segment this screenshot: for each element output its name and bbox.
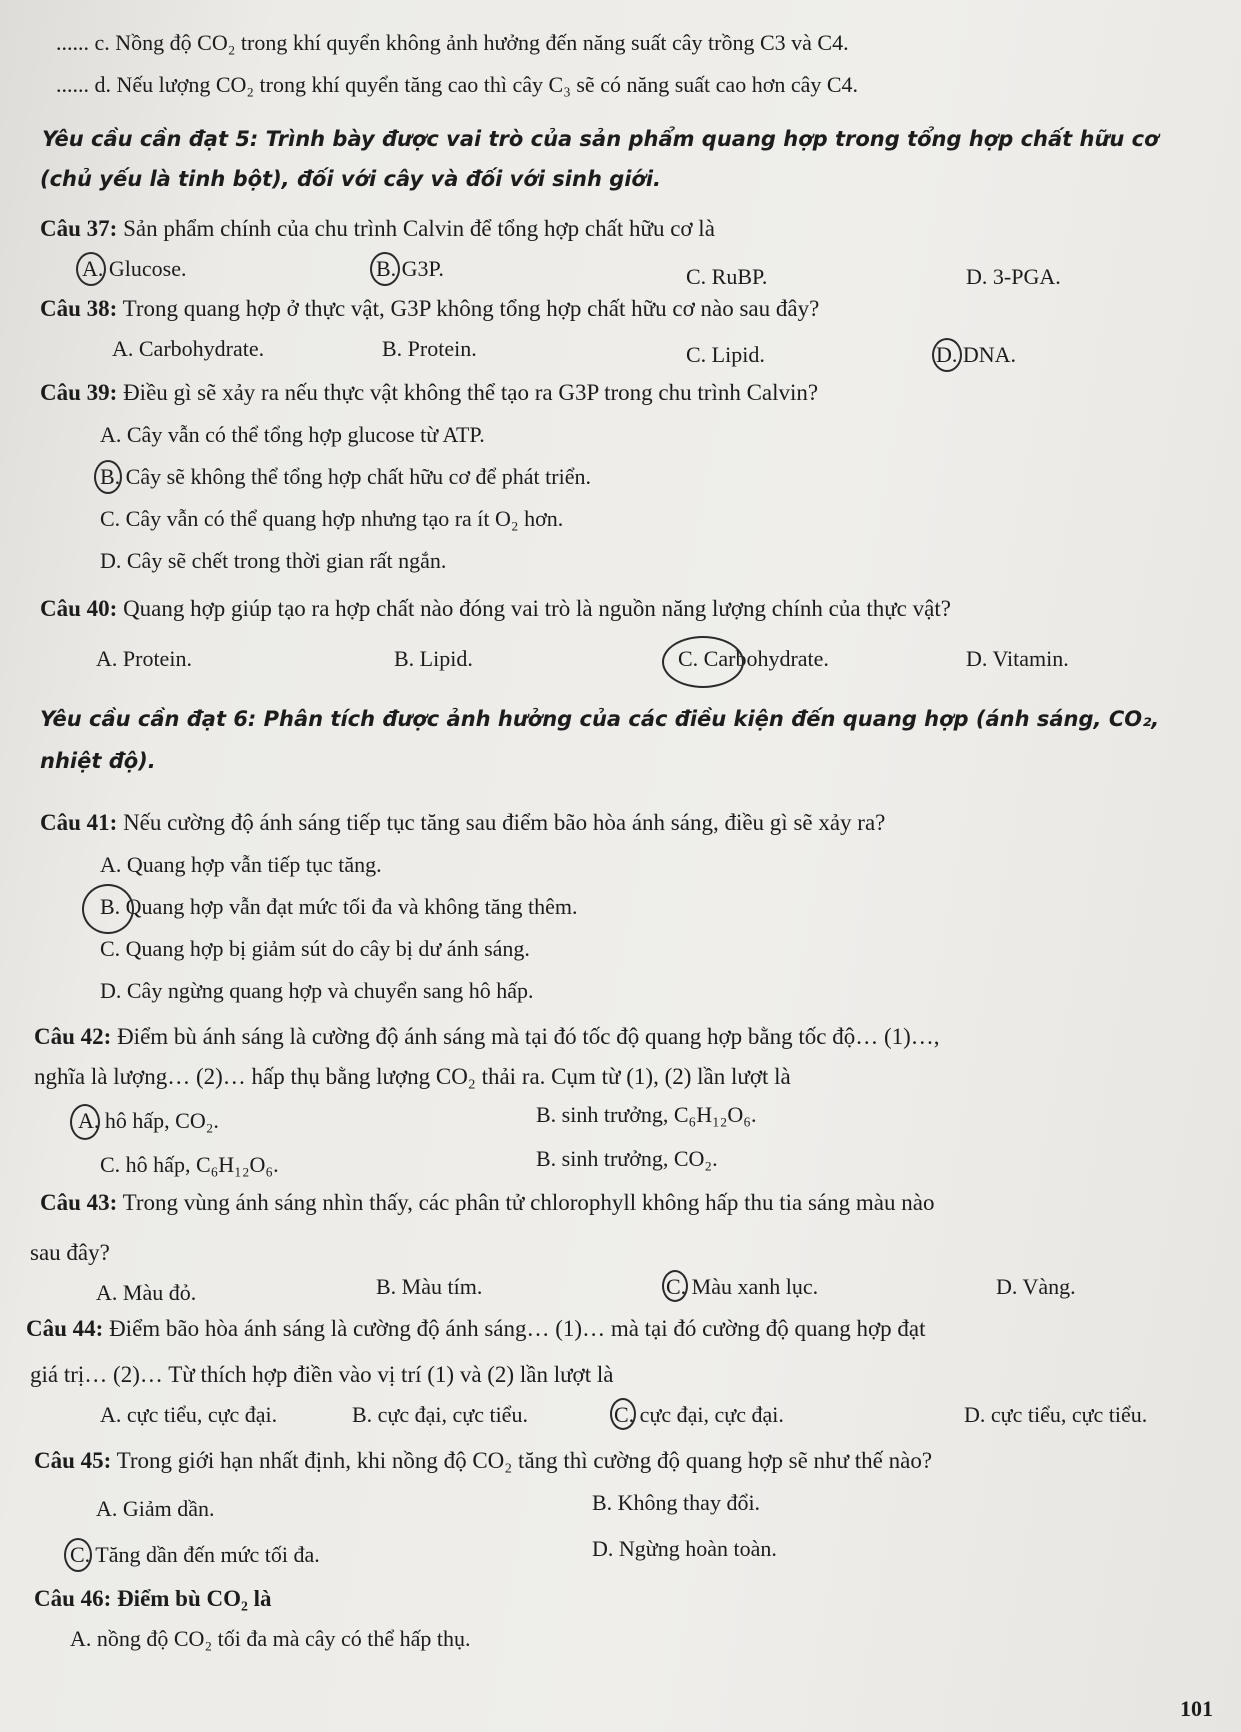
q38-option-a[interactable]: A. Carbohydrate. (112, 336, 265, 361)
q42-option-b2[interactable]: B. sinh trưởng, CO₂. (536, 1146, 718, 1171)
question-37 (40, 214, 715, 244)
question-41 (40, 808, 885, 838)
q38-option-c[interactable]: C. Lipid. (686, 342, 765, 367)
question-text: Điểm bù ánh sáng là cường độ ánh sáng mà tại đó tốc độ quang hợp bằng tốc độ… (1)…, (117, 1024, 940, 1049)
question-label: Câu 39: (40, 380, 118, 405)
question-44-cont: giá trị… (2)… Từ thích hợp điền vào vị trí (1) và (2) lần lượt là (30, 1362, 614, 1387)
question-label: Câu 37: (40, 216, 118, 241)
question-45 (34, 1446, 932, 1476)
q45-option-d[interactable]: D. Ngừng hoàn toàn. (592, 1536, 777, 1561)
requirement-6-line1: Yêu cầu cần đạt 6: Phân tích được ảnh hưởng của các điều kiện đến quang hợp (ánh sáng, CO₂, (40, 707, 1160, 731)
question-text: Điểm bão hòa ánh sáng là cường độ ánh sáng… (1)… mà tại đó cường độ quang hợp đạt (109, 1316, 926, 1341)
question-38 (40, 294, 819, 324)
q45-option-b[interactable]: B. Không thay đổi. (592, 1490, 761, 1515)
question-label: Câu 45: (34, 1448, 112, 1473)
question-label: Câu 46: (34, 1586, 112, 1611)
q44-option-d[interactable]: D. cực tiểu, cực tiểu. (964, 1402, 1148, 1427)
question-label: Câu 40: (40, 596, 118, 621)
q45-option-c[interactable]: C. Tăng dần đến mức tối đa. (70, 1542, 320, 1567)
q41-option-a[interactable]: A. Quang hợp vẫn tiếp tục tăng. (100, 852, 382, 877)
q43-option-c[interactable]: C. Màu xanh lục. (666, 1274, 819, 1299)
question-label: Câu 41: (40, 810, 118, 835)
question-label: Câu 38: (40, 296, 118, 321)
q37-option-a[interactable]: A. Glucose. (82, 256, 187, 281)
q42-option-c[interactable]: C. hô hấp, C₆H₁₂O₆. (100, 1152, 279, 1177)
q39-option-c[interactable]: C. Cây vẫn có thể quang hợp nhưng tạo ra ít O₂ hơn. (100, 506, 564, 531)
question-43 (40, 1188, 934, 1218)
q40-option-b[interactable]: B. Lipid. (394, 646, 473, 671)
requirement-5-line1: Yêu cầu cần đạt 5: Trình bày được vai trò của sản phẩm quang hợp trong tổng hợp chất hữu cơ (42, 127, 1159, 151)
question-label: Câu 42: (34, 1024, 112, 1049)
q42-option-a[interactable]: A. hô hấp, CO₂. (78, 1108, 219, 1133)
statement-d: ...... d. Nếu lượng CO₂ trong khí quyển tăng cao thì cây C₃ sẽ có năng suất cao hơn cây C4. (56, 72, 859, 97)
question-text: Trong quang hợp ở thực vật, G3P không tổng hợp chất hữu cơ nào sau đây? (122, 296, 820, 321)
q39-option-b[interactable]: B. Cây sẽ không thể tổng hợp chất hữu cơ để phát triển. (100, 464, 591, 489)
q46-option-a[interactable]: A. nồng độ CO₂ tối đa mà cây có thể hấp thụ. (70, 1626, 471, 1651)
q38-option-d[interactable]: D. DNA. (936, 342, 1017, 367)
q40-option-d[interactable]: D. Vitamin. (966, 646, 1069, 671)
q41-option-b[interactable]: B. Quang hợp vẫn đạt mức tối đa và không tăng thêm. (100, 894, 578, 919)
q37-option-d[interactable]: D. 3-PGA. (966, 264, 1061, 289)
q44-option-a[interactable]: A. cực tiểu, cực đại. (100, 1402, 278, 1427)
q45-option-a[interactable]: A. Giảm dần. (96, 1496, 215, 1521)
question-44 (26, 1314, 925, 1344)
requirement-5-line2: (chủ yếu là tinh bột), đối với cây và đối với sinh giới. (40, 167, 662, 191)
question-label: Câu 44: (26, 1316, 104, 1341)
q37-option-c[interactable]: C. RuBP. (686, 264, 768, 289)
question-text: Trong vùng ánh sáng nhìn thấy, các phân tử chlorophyll không hấp thu tia sáng màu nào (122, 1190, 935, 1215)
question-39 (40, 378, 818, 408)
question-text: Sản phẩm chính của chu trình Calvin để tổng hợp chất hữu cơ là (123, 216, 715, 241)
q40-option-a[interactable]: A. Protein. (96, 646, 192, 671)
question-42 (34, 1022, 940, 1052)
q43-option-a[interactable]: A. Màu đỏ. (96, 1280, 197, 1305)
question-label: Câu 43: (40, 1190, 118, 1215)
q40-option-c[interactable]: C. Carbohydrate. (678, 646, 829, 671)
q37-option-b[interactable]: B. G3P. (376, 256, 444, 281)
q41-option-c[interactable]: C. Quang hợp bị giảm sút do cây bị dư ánh sáng. (100, 936, 530, 961)
requirement-6-line2: nhiệt độ). (40, 749, 156, 773)
q44-option-b[interactable]: B. cực đại, cực tiểu. (352, 1402, 528, 1427)
page-number: 101 (1180, 1696, 1213, 1721)
q39-option-d[interactable]: D. Cây sẽ chết trong thời gian rất ngắn. (100, 548, 447, 573)
q41-option-d[interactable]: D. Cây ngừng quang hợp và chuyển sang hô hấp. (100, 978, 534, 1003)
question-42-cont: nghĩa là lượng… (2)… hấp thụ bằng lượng CO₂ thải ra. Cụm từ (1), (2) lần lượt là (34, 1064, 791, 1089)
q39-option-a[interactable]: A. Cây vẫn có thể tổng hợp glucose từ ATP. (100, 422, 485, 447)
q43-option-d[interactable]: D. Vàng. (996, 1274, 1076, 1299)
question-text: Nếu cường độ ánh sáng tiếp tục tăng sau điểm bão hòa ánh sáng, điều gì sẽ xảy ra? (123, 810, 886, 835)
question-text: Điều gì sẽ xảy ra nếu thực vật không thể tạo ra G3P trong chu trình Calvin? (123, 380, 819, 405)
question-text: Điểm bù CO₂ là (117, 1586, 272, 1611)
q44-option-c[interactable]: C. cực đại, cực đại. (614, 1402, 784, 1427)
question-46 (34, 1584, 272, 1614)
question-text: Trong giới hạn nhất định, khi nồng độ CO₂ tăng thì cường độ quang hợp sẽ như thế nào? (116, 1448, 933, 1473)
question-43-cont: sau đây? (30, 1240, 110, 1265)
q42-option-b1[interactable]: B. sinh trưởng, C₆H₁₂O₆. (536, 1102, 757, 1127)
q38-option-b[interactable]: B. Protein. (382, 336, 477, 361)
question-text: Quang hợp giúp tạo ra hợp chất nào đóng vai trò là nguồn năng lượng chính của thực vật? (123, 596, 951, 621)
statement-c: ...... c. Nồng độ CO₂ trong khí quyển không ảnh hưởng đến năng suất cây trồng C3 và C4. (56, 30, 849, 55)
question-40 (40, 594, 951, 624)
q43-option-b[interactable]: B. Màu tím. (376, 1274, 483, 1299)
